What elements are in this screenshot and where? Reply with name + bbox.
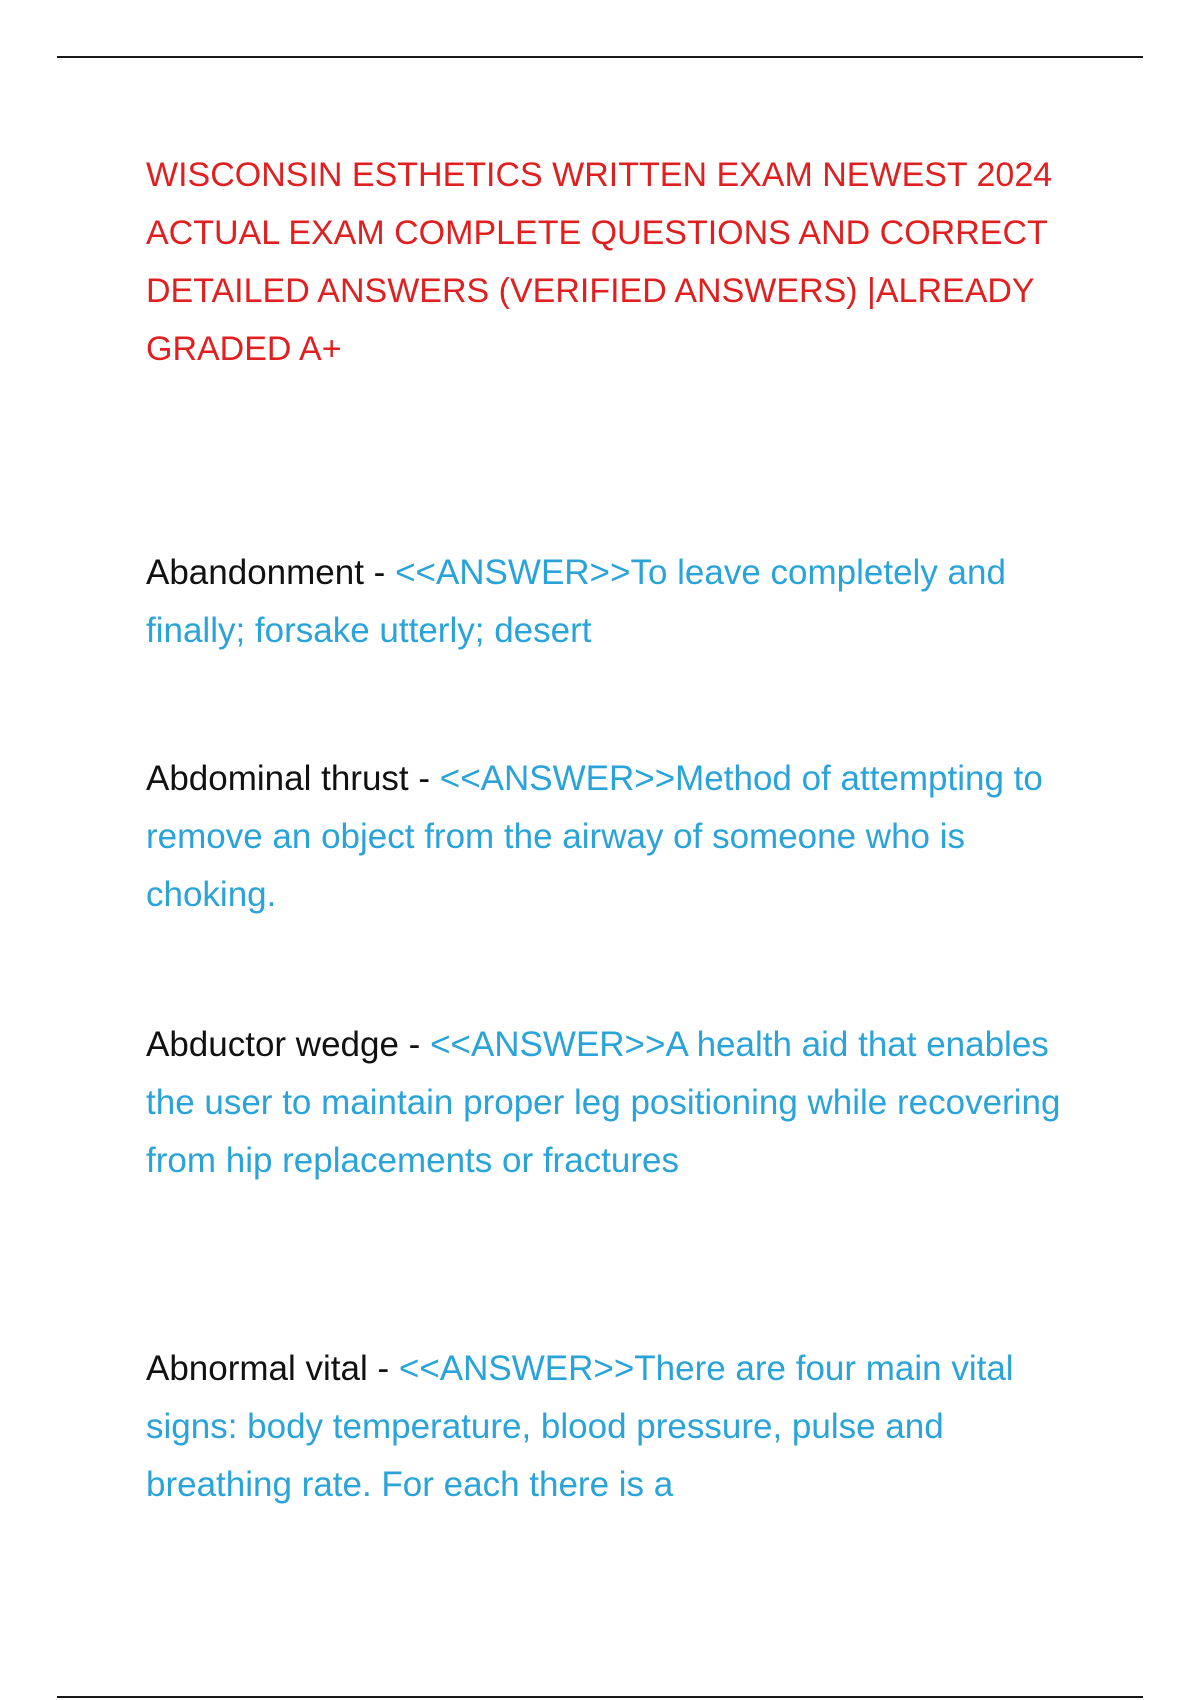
qa-entry-abnormal-vital — [146, 1340, 1066, 1514]
entry-separator: - — [408, 759, 440, 798]
entry-term: Abductor wedge — [146, 1025, 399, 1064]
entry-answer: <<ANSWER>>Method of attempting to remove an object from the airway of someone who is choking. — [146, 759, 1043, 914]
top-rule — [57, 56, 1143, 58]
entry-term: Abnormal vital — [146, 1349, 368, 1388]
entry-separator: - — [363, 553, 396, 592]
qa-entry-abductor-wedge — [146, 1016, 1066, 1190]
entry-answer: <<ANSWER>>To leave completely and finally; forsake utterly; desert — [146, 553, 1006, 650]
entry-separator: - — [398, 1025, 431, 1064]
entry-answer: <<ANSWER>>There are four main vital signs: body temperature, blood pressure, pulse and breathing rate. For each there is a — [146, 1349, 1014, 1504]
entry-separator: - — [367, 1349, 399, 1388]
entry-term: Abandonment — [146, 553, 364, 592]
bottom-rule — [57, 1696, 1143, 1698]
entry-answer: <<ANSWER>>A health aid that enables the user to maintain proper leg positioning while recovering from hip replacements or fractures — [146, 1025, 1061, 1180]
qa-entry-abdominal-thrust — [146, 750, 1066, 924]
qa-entry-abandonment — [146, 544, 1066, 660]
document-title: WISCONSIN ESTHETICS WRITTEN EXAM NEWEST 2024 ACTUAL EXAM COMPLETE QUESTIONS AND CORRECT DETAILED ANSWERS (VERIFIED ANSWERS) |ALREADY GRADED A+ — [146, 156, 1053, 368]
entry-term: Abdominal thrust — [146, 759, 409, 798]
